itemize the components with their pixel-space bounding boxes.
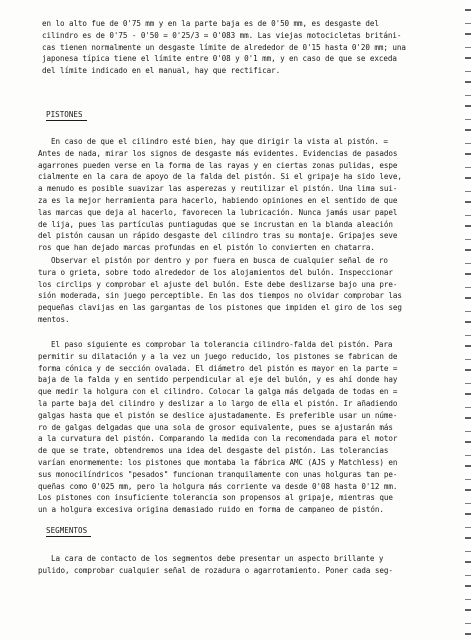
text-line: ro de galgas delgadas que una sola de grosor equivalente, pues se ajustarán más <box>38 422 393 432</box>
text-line: los circlips y comprobar el ajuste del bulón. Este debe deslizarse bajo una pre- <box>38 279 398 289</box>
text-line: baja de la falda y en sentido perpendicular al eje del bulón, y es ahí donde hay <box>38 375 398 385</box>
text-line: cas tienen normalmente un desgaste límite de alrededor de 0'15 hasta 0'20 mm; una <box>42 42 406 52</box>
text-line: la parte baja del cilindro y deslizar a lo largo de ella el pistón. Ir añadiendo <box>38 398 398 408</box>
text-line: sus monocilíndricos "pesados" funcionan tranquilamente con unas holguras tan pe- <box>38 469 398 479</box>
text-line: queñas como 0'025 mm, pero la holgura más corriente va desde 0'08 hasta 0'12 mm. <box>38 481 398 491</box>
text-line: pulido, comprobar cualquier señal de rozadura o agarrotamiento. Poner cada seg- <box>38 565 393 575</box>
text-line: sión moderada, sin juego perceptible. En las dos tiempos no olvidar comprobar las <box>38 291 402 301</box>
text-line: En caso de que el cilindro esté bien, hay que dirigir la vista al pistón. = <box>51 137 388 146</box>
text-line: galgas hasta que el pistón se deslice ajustadamente. Es preferible usar un núme- <box>38 410 398 420</box>
text-line: tura o grieta, sobre todo alrededor de los alojamientos del bulón. Inspeccionar <box>38 267 393 277</box>
text-line: forma cónica y de sección ovalada. El diámetro del pistón es mayor en la parte = <box>38 363 398 373</box>
text-line: del pistón causan un rápido desgaste del cilindro tras su montaje. Gripajes seve <box>38 231 398 241</box>
pistones-paragraph-1 <box>38 136 458 254</box>
section-heading-segmentos: SEGMENTOS <box>46 526 88 535</box>
text-line: a la curvatura del pistón. Comparando la medida con la recomendada para el motor <box>38 434 398 444</box>
segmentos-paragraph-1 <box>38 553 458 577</box>
text-line: a menudo es posible suavizar las asperezas y reutilizar el pistón. Una lima sui- <box>38 184 398 194</box>
text-line: permitir su dilatación y a la vez un juego reducido, los pistones se fabrican de <box>38 351 398 361</box>
text-line: japonesa típica tiene el límite entre 0'08 y 0'1 mm, y en caso de que se exceda <box>42 54 397 64</box>
text-line: cilindro es de 0'75 - 0'50 = 0'25/3 = 0'083 mm. Las viejas motocicletas británi- <box>42 30 402 40</box>
text-line: que medir la holgura con el cilindro. Colocar la galga más delgada de todas en = <box>38 387 398 397</box>
text-line: un a holgura excesiva origina demasiado ruido en forma de campaneo de pistón. <box>38 505 384 515</box>
pistones-paragraph-2 <box>38 255 458 326</box>
text-line: de lija, pues las partículas puntiagudas que se incrustan en la blanda aleación <box>38 219 393 229</box>
scan-binding-edge <box>465 0 471 640</box>
text-line: pequeñas clavijas en las gargantas de los pistones que impiden el giro de los seg <box>38 303 402 313</box>
text-line: Observar el pistón por dentro y por fuera en busca de cualquier señal de ro <box>51 256 388 265</box>
heading-underline <box>46 120 87 121</box>
text-line: varían enormemente: los pistones que montaba la fábrica AMC (AJS y Matchless) en <box>38 457 398 467</box>
text-line: del límite indicado en el manual, hay que rectificar. <box>42 66 281 76</box>
text-line: de que se trate, obtendremos una idea del desgaste del pistón. Las tolerancias <box>38 446 389 456</box>
intro-paragraph <box>38 18 458 77</box>
section-heading-pistones: PISTONES <box>46 110 83 119</box>
text-line: La cara de contacto de los segmentos debe presentar un aspecto brillante y <box>51 554 384 563</box>
text-line: cialmente en la cara de apoyo de la falda del pistón. Si el gripaje ha sido leve, <box>38 172 402 182</box>
text-line: El paso siguiente es comprobar la tolerancia cilindro-falda del pistón. Para <box>51 340 393 349</box>
pistones-paragraph-3 <box>38 339 458 516</box>
text-line: Antes de nada, mirar los signos de desgaste más evidentes. Evidencias de pasados <box>38 148 398 158</box>
heading-underline <box>46 536 91 537</box>
text-line: agarrones pueden verse en la forma de las rayas y en ciertas zonas pulidas, espe <box>38 160 398 170</box>
text-line: mentos. <box>38 314 70 324</box>
text-line: las marcas que deja al hacerlo, favorecen la lubricación. Nunca jamás usar papel <box>38 207 398 217</box>
text-line: ros que han dejado marcas profundas en el pistón lo convierten en chatarra. <box>38 243 375 253</box>
text-line: en lo alto fue de 0'75 mm y en la parte baja es de 0'50 mm, es desgaste del <box>42 19 379 28</box>
text-line: za es la mejor herramienta para hacerlo, habiendo opiniones en el sentido de que <box>38 195 398 205</box>
text-line: Los pistones con insuficiente tolerancia son propensos al gripaje, mientras que <box>38 493 393 503</box>
